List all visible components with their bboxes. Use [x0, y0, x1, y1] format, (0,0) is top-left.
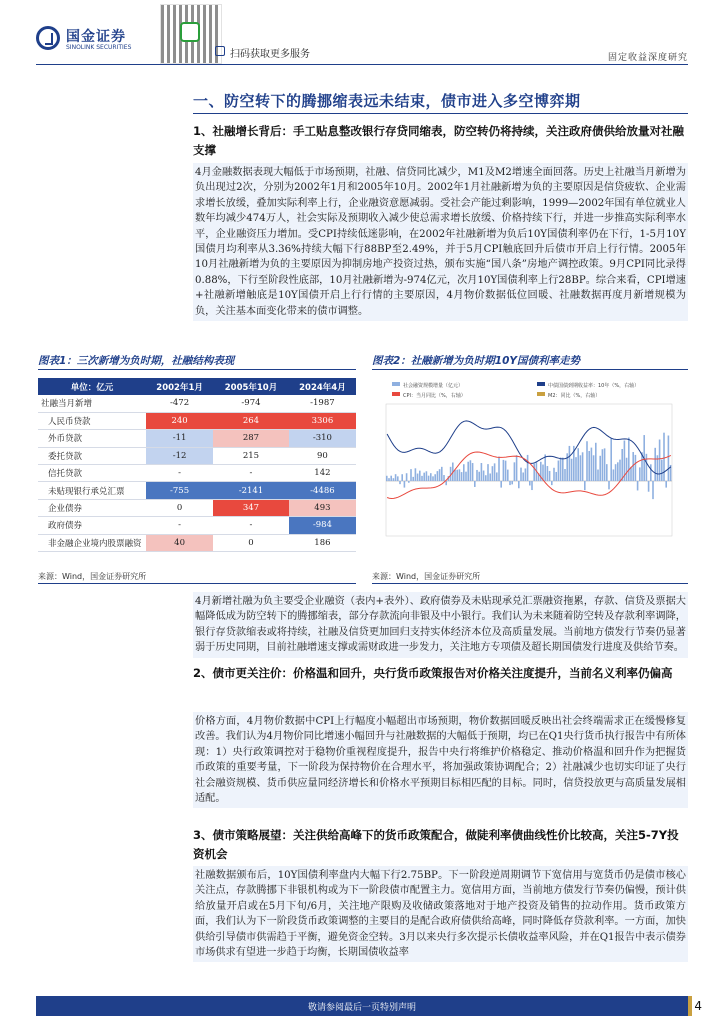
chart-bar [430, 473, 432, 481]
chart-bar [593, 455, 595, 481]
chart-bar [580, 455, 582, 481]
chart-bar [461, 472, 463, 481]
page-number: 4 [694, 999, 702, 1013]
chart-bar [547, 466, 549, 481]
chart-bar [415, 468, 417, 481]
table-cell: 287 [213, 430, 289, 447]
table-row [38, 465, 356, 482]
chart-bar [522, 472, 524, 481]
chart-bar [608, 481, 610, 489]
chart-bar [628, 438, 630, 481]
social-financing-table [38, 378, 356, 552]
chart-bar [661, 460, 663, 481]
table-cell: -974 [213, 395, 289, 412]
chart-bar [577, 448, 579, 481]
chart-bar [549, 471, 551, 481]
chart-bar [558, 460, 560, 481]
chart-bar [668, 436, 670, 481]
table-cell: -472 [146, 395, 213, 412]
chart-bar [518, 481, 520, 488]
chart-bar [564, 469, 566, 481]
table-cell: 493 [289, 499, 356, 516]
table-cell: -1987 [289, 395, 356, 412]
chart-bar [646, 454, 648, 481]
chart-bar [419, 471, 421, 481]
chart-bar [417, 474, 419, 481]
table-cell: -4486 [289, 482, 356, 499]
table-row [38, 412, 356, 429]
scan-icon [215, 46, 225, 56]
row-label: 外币贷款 [38, 430, 146, 447]
chart-bar [531, 481, 533, 490]
chart-bar [516, 455, 518, 481]
table-row [38, 482, 356, 499]
chart-bar [406, 473, 408, 481]
chart-bar [525, 468, 527, 481]
chart-bar [434, 474, 436, 481]
row-label: 企业债券 [38, 499, 146, 516]
subheading-1: 1、社融增长背后：手工贴息整改银行存贷同缩表，防空转仍将持续，关注政府债供给放量对社融支撑 [193, 124, 684, 157]
chart-bar [386, 476, 388, 481]
chart-bar [421, 476, 423, 481]
chart-bar [533, 464, 535, 481]
chart-bar [472, 463, 474, 481]
chart-bar [560, 457, 562, 481]
chart-bar [470, 460, 472, 481]
chart-bar [511, 481, 513, 484]
chart-bar [428, 476, 430, 481]
legend-label: CPI：当月同比（%，右轴） [403, 393, 466, 399]
chart-bar [445, 481, 447, 485]
footer-disclaimer[interactable]: 敬请参阅最后一页特别声明 [307, 1003, 416, 1013]
row-label: 委托贷款 [38, 447, 146, 464]
chart-bar [652, 481, 654, 499]
chart-bar [654, 448, 656, 481]
table-cell: - [146, 517, 213, 534]
table-header-cell: 2002年1月 [146, 378, 213, 395]
chart-bar [575, 457, 577, 481]
table-cell: 264 [213, 412, 289, 429]
chart-bar [463, 464, 465, 481]
chart-bar [423, 473, 425, 481]
subheading-2: 2、债市更关注价：价格温和回升，央行货币政策报告对价格关注度提升，当前名义利率仍偏高 [193, 666, 673, 680]
chart-bar [454, 470, 456, 481]
figure-1-divider [38, 369, 356, 370]
row-label: 非金融企业境内股票融资 [38, 534, 146, 551]
chart-bar [514, 462, 516, 481]
chart-bar [459, 469, 461, 481]
section-title: 一、防空转下的腾挪缩表远未结束，债市进入多空博弈期 [193, 92, 581, 110]
page-header [0, 0, 724, 68]
chart-bar [606, 464, 608, 481]
chart-bar [408, 481, 410, 483]
chart-bar [494, 463, 496, 481]
chart-bar [401, 474, 403, 481]
chart-bar [602, 449, 604, 481]
table-cell: -12 [146, 447, 213, 464]
table-row [38, 430, 356, 447]
table-cell: 0 [213, 534, 289, 551]
paragraph-2: 4月新增社融为负主要受企业融资（表内+表外）、政府债券及未贴现承兑汇票融资拖累，存款、信贷及票据大幅降低成为防空转下的腾挪缩表，部分存款流向非银及中小银行。我们认为未来随着防空转及存款利率调降，银行存贷款缩表或将持续，社融及信贷更加回归支持实体经济本位及高质量发展。当前地方债发行节奏仍显著弱于历史同期，目前社融增速支撑或需财政进一步发力，关注地方专项债及超长期国债发行进度及供给节奏。 [193, 592, 688, 658]
chart-bar [509, 481, 511, 485]
chart-bar [412, 477, 414, 481]
chart-bar [597, 470, 599, 481]
chart-bar [591, 448, 593, 481]
chart-bar [467, 462, 469, 481]
chart-bar [586, 441, 588, 481]
paragraph-1: 4月金融数据表现大幅低于市场预期，社融、信贷同比减少，M1及M2增速全面回落。历史上社融当月新增为负出现过2次，分别为2002年1月和2005年10月。2002年1月社融新增为负的主要原因是信贷疲软、企业需求增长放缓，叠加实际利率上行，企业融资意愿减弱。受社会产能过剩影响，1999—2002年国有单位就业人数年均减少474万人，社会实际及预期收入减少使总需求增长放缓、价格持续下行，并进一步推高实际利率水平，企业融资压力增加。受CPI持续低迷影响，在2002年社融新增为负后10Y国债利率仍在下行，1-5月10Y国债月均利率从3.36%持续大幅下行88BP至2.49%，并于5月CPI触底回升后债市开启上行行情。2005年10月社融新增为负的主要原因为抑制房地产投资过热，颁布实施“国八条”房地产调控政策。9月CPI同比录得0.88%，下行至阶段性底部，10月社融新增为-974亿元，次月10Y国债利率上行28BP。综合来看，CPI增速+社融新增触底是10Y国债开启上行行情的主要原因，4月物价数据低位回暖、社融数据再度月新增规模为负，关注基本面变化带来的债市调整。 [193, 163, 688, 321]
table-cell: 142 [289, 465, 356, 482]
chart-bar [481, 463, 483, 481]
footer-bar [36, 996, 688, 1016]
chart-bar [390, 476, 392, 481]
chart-bar [665, 481, 667, 488]
table-header-cell: 2005年10月 [213, 378, 289, 395]
chart-bar [395, 474, 397, 481]
table-row [38, 447, 356, 464]
row-label: 政府债券 [38, 517, 146, 534]
table-cell: -310 [289, 430, 356, 447]
chart-bar [397, 476, 399, 481]
table-row [38, 499, 356, 516]
table-cell: -755 [146, 482, 213, 499]
chart-bar [637, 481, 639, 490]
table-header-row [38, 378, 356, 395]
paragraph-4: 社融数据颁布后，10Y国债利率盘内大幅下行2.75BP。下一阶段逆周期调节下宽信用与宽货币仍是债市核心关注点，存款腾挪下非银机构或为下一阶段债市配置主力。宽信用方面，当前地方债发行节奏仍偏慢，预计供给放量开启或在5月下旬/6月，关注地产限购及收储政策落地对于地产投资及销售的拉动作用。货币政策方面，我们认为下一阶段货币政策调整的主要目的是配合政府债供给高峰，同时降低存贷款利率。一方面，加快供给引导债市供需趋于平衡，避免资金空转。3月以来央行多次提示长债收益率风险，并在Q1报告中表示债券市场供求有望进一步趋于均衡，长期国债收益率 [193, 866, 688, 962]
figure-1-title: 图表1：三次新增为负时期，社融结构表现 [38, 355, 235, 367]
chart-bar [553, 468, 555, 481]
table-row [38, 517, 356, 534]
table-cell: -2141 [213, 482, 289, 499]
legend-swatch [392, 382, 400, 386]
table-header-cell: 2024年4月 [289, 378, 356, 395]
table-cell: - [213, 465, 289, 482]
chart-bar [478, 472, 480, 481]
figure-2-title: 图表2：社融新增为负时期10Y国债利率走势 [372, 355, 581, 367]
chart-bar [529, 481, 531, 485]
chart-bar [599, 456, 601, 481]
chart-bar [443, 475, 445, 481]
report-type: 固定收益深度研究 [607, 53, 688, 63]
chart-bar [492, 466, 494, 481]
chart-bar [635, 455, 637, 481]
chart-bar [439, 469, 441, 481]
chart-bar [456, 470, 458, 481]
chart-bar [437, 471, 439, 481]
chart-bar [617, 462, 619, 481]
chart-bar [544, 454, 546, 481]
chart-bar [639, 467, 641, 481]
chart-bar [399, 481, 401, 484]
chart-bar [498, 457, 500, 481]
table-cell: -11 [146, 430, 213, 447]
table-header-cell: 单位：亿元 [38, 378, 146, 395]
chart-bar [432, 476, 434, 481]
chart-bar [489, 473, 491, 481]
chart-bar [426, 471, 428, 481]
footer-accent [688, 996, 692, 1016]
legend-label: M2：同比（%，右轴） [548, 393, 601, 399]
chart-legend [392, 382, 639, 399]
chart-bar [527, 455, 529, 481]
chart-bar [619, 460, 621, 481]
table-row [38, 534, 356, 551]
table-cell: - [146, 465, 213, 482]
scan-text: 扫码获取更多服务 [230, 49, 310, 60]
figure-1-source-divider [38, 583, 356, 584]
chart-bar [604, 448, 606, 481]
table-cell: -984 [289, 517, 356, 534]
figure-2-source-divider [372, 583, 688, 584]
chart-bar [659, 440, 661, 481]
chart-bar [503, 460, 505, 481]
figure-2-source: 来源：Wind，国金证券研究所 [372, 572, 481, 581]
chart-bar [595, 443, 597, 481]
table-cell: 40 [146, 534, 213, 551]
row-label: 信托贷款 [38, 465, 146, 482]
chart-bar [610, 438, 612, 481]
chart-bar [410, 469, 412, 481]
legend-label: 社会融资规模增量（亿元） [403, 383, 464, 389]
chart-bar [500, 481, 502, 488]
chart-bar [613, 469, 615, 481]
chart-bar [569, 446, 571, 481]
chart-bar [650, 464, 652, 481]
chart-bar [648, 481, 650, 492]
legend-swatch [392, 392, 400, 396]
table-cell: 90 [289, 447, 356, 464]
row-label: 社融当月新增 [38, 395, 146, 412]
row-label: 人民币贷款 [38, 412, 146, 429]
chart-bar [496, 472, 498, 481]
legend-swatch [537, 382, 545, 386]
company-logo-icon [36, 26, 60, 50]
qr-center-mark-icon [180, 22, 200, 42]
legend-swatch [537, 392, 545, 396]
chart-bar [571, 459, 573, 481]
chart-bar [404, 481, 406, 488]
figure-2-divider [372, 369, 688, 370]
chart-bar [582, 452, 584, 481]
chart-bar [621, 449, 623, 481]
legend-label: 中债国债到期收益率：10年（%，右轴） [548, 383, 640, 389]
chart-bar [584, 481, 586, 490]
chart-bar [555, 472, 557, 481]
chart-bars [386, 433, 671, 499]
yield-chart [372, 376, 688, 566]
chart-bar [393, 478, 395, 481]
chart-bar [551, 481, 553, 485]
chart-bar [474, 481, 476, 487]
table-cell: 0 [146, 499, 213, 516]
section-divider [193, 113, 688, 114]
table-cell: 3306 [289, 412, 356, 429]
row-label: 未贴现银行承兑汇票 [38, 482, 146, 499]
subheading-3: 3、债市策略展望：关注供给高峰下的货币政策配合，做陡利率债曲线性价比较高，关注5-7Y投资机会 [193, 828, 679, 861]
table-cell: 240 [146, 412, 213, 429]
chart-bar [507, 470, 509, 481]
chart-bar [465, 472, 467, 481]
paragraph-3: 价格方面，4月物价数据中CPI上行幅度小幅超出市场预期，物价数据回暖反映出社会终端需求正在缓慢修复改善。我们认为4月物价同比增速小幅回升与社融数据的大幅低于预期，均已在Q1央行货币执行报告中有所体现：1）央行政策调控对于稳物价重视程度提升，报告中央行将维护价格稳定、推动价格温和回升作为把握货币政策的重要考量，下一阶段为保持物价在合理水平，将加强政策协调配合；2）社融减少也切实印证了央行社会融资规模、货币供应量同经济增长和价格水平预期目标相匹配的目标。同时，信贷投放更与高质量发展相适配。 [193, 712, 688, 808]
chart-bar [615, 464, 617, 481]
header-divider [36, 64, 688, 65]
table-cell: 186 [289, 534, 356, 551]
logo-en-text: SINOLINK SECURITIES [66, 44, 132, 51]
chart-bar [562, 458, 564, 481]
chart-bar [505, 461, 507, 481]
table-cell: 347 [213, 499, 289, 516]
logo-cn-text: 国金证券 [66, 29, 126, 45]
chart-bar [663, 433, 665, 481]
chart-bar [476, 470, 478, 481]
table-cell: 215 [213, 447, 289, 464]
chart-bar [630, 467, 632, 481]
chart-bar [520, 468, 522, 481]
figure-1-source: 来源：Wind，国金证券研究所 [38, 572, 147, 581]
chart-bar [626, 458, 628, 481]
table-cell: - [213, 517, 289, 534]
chart-bar [388, 478, 390, 481]
chart-bar [487, 464, 489, 481]
chart-bar [588, 451, 590, 481]
table-row [38, 395, 356, 412]
chart-bar [483, 471, 485, 481]
chart-bar [441, 467, 443, 481]
chart-bar [485, 475, 487, 481]
